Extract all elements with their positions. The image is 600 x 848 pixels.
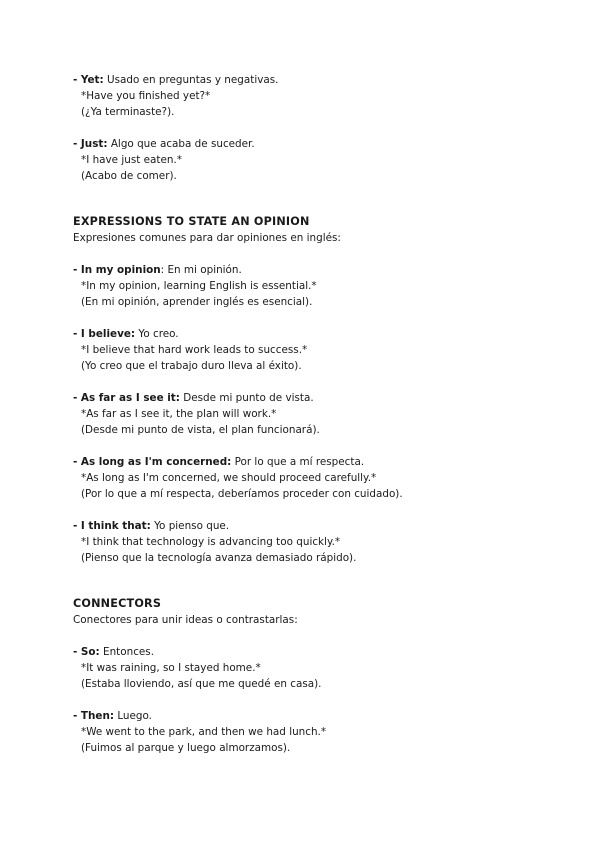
entry-term: - In my opinion [73, 264, 161, 276]
entry-example: *We went to the park, and then we had lunch.* [81, 726, 327, 738]
entry-example: *As long as I'm concerned, we should proceed carefully.* [81, 472, 377, 484]
entry-example: *I have just eaten.* [81, 154, 182, 166]
document-page [73, 72, 553, 756]
entry-yet [73, 72, 553, 120]
entry-line [73, 326, 553, 342]
section-heading: CONNECTORS [73, 597, 162, 610]
entry-translation: (Fuimos al parque y luego almorzamos). [81, 742, 291, 754]
entry-translation: (¿Ya terminaste?). [81, 106, 175, 118]
entry-i-think-that [73, 518, 553, 566]
entry-just [73, 136, 553, 184]
entry-translation: (Yo creo que el trabajo duro lleva al éxito). [81, 360, 302, 372]
entry-translation: (Acabo de comer). [81, 170, 177, 182]
entry-desc: Luego. [114, 710, 152, 722]
entry-desc: Por lo que a mí respecta. [231, 456, 365, 468]
entry-translation: (En mi opinión, aprender inglés es esencial). [81, 296, 313, 308]
entry-desc: Usado en preguntas y negativas. [103, 74, 279, 86]
entry-line [73, 644, 553, 660]
entry-term: - I believe: [73, 328, 136, 340]
entry-line [73, 262, 553, 278]
section-heading: EXPRESSIONS TO STATE AN OPINION [73, 215, 310, 228]
entry-example: *In my opinion, learning English is essential.* [81, 280, 317, 292]
entry-desc: Desde mi punto de vista. [179, 392, 314, 404]
entry-line [73, 708, 553, 724]
entry-translation: (Desde mi punto de vista, el plan funcionará). [81, 424, 320, 436]
entry-example: *I think that technology is advancing too quickly.* [81, 536, 341, 548]
entry-as-far-as-i-see-it [73, 390, 553, 438]
entry-translation: (Pienso que la tecnología avanza demasiado rápido). [81, 552, 357, 564]
entry-line [73, 390, 553, 406]
entry-in-my-opinion [73, 262, 553, 310]
entry-desc: Algo que acaba de suceder. [107, 138, 255, 150]
section-intro: Conectores para unir ideas o contrastarlas: [73, 614, 298, 626]
entry-as-long-as-im-concerned [73, 454, 553, 502]
entry-desc: : En mi opinión. [160, 264, 242, 276]
entry-term: - As far as I see it: [73, 392, 180, 404]
entry-line [73, 454, 553, 470]
entry-line [73, 72, 553, 88]
opinion-section [73, 214, 553, 246]
entry-desc: Yo pienso que. [150, 520, 230, 532]
entry-i-believe [73, 326, 553, 374]
entry-example: *It was raining, so I stayed home.* [81, 662, 261, 674]
entry-desc: Yo creo. [135, 328, 179, 340]
entry-line [73, 136, 553, 152]
entry-desc: Entonces. [99, 646, 155, 658]
entry-term: - Yet: [73, 74, 104, 86]
entry-line [73, 518, 553, 534]
entry-translation: (Por lo que a mí respecta, deberíamos proceder con cuidado). [81, 488, 403, 500]
entry-example: *As far as I see it, the plan will work.* [81, 408, 277, 420]
entry-so [73, 644, 553, 692]
entry-term: - As long as I'm concerned: [73, 456, 232, 468]
entry-translation: (Estaba lloviendo, así que me quedé en casa). [81, 678, 322, 690]
entry-term: - Just: [73, 138, 108, 150]
entry-example: *Have you finished yet?* [81, 90, 211, 102]
entry-then [73, 708, 553, 756]
entry-term: - I think that: [73, 520, 151, 532]
entry-term: - So: [73, 646, 100, 658]
connectors-section [73, 596, 553, 628]
entry-example: *I believe that hard work leads to success.* [81, 344, 308, 356]
entry-term: - Then: [73, 710, 115, 722]
section-intro: Expresiones comunes para dar opiniones en inglés: [73, 232, 341, 244]
